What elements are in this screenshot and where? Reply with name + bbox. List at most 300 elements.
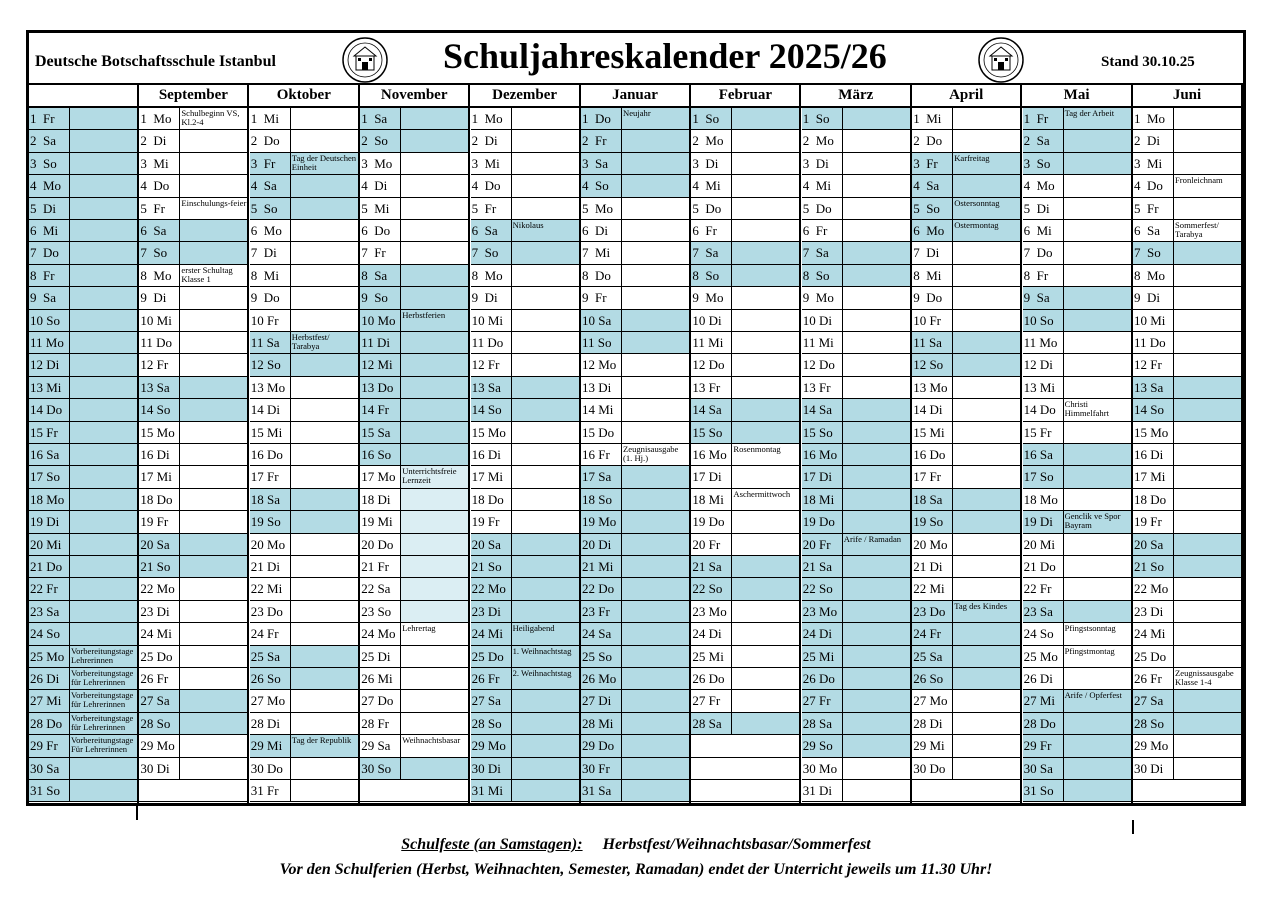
day-cell [581, 556, 689, 578]
event-note [621, 310, 689, 331]
day-cell [29, 601, 137, 623]
month-header: Juni [1133, 85, 1243, 106]
event-note [511, 332, 579, 353]
day-cell [581, 578, 689, 600]
day-cell [802, 758, 910, 780]
day-cell [1023, 310, 1131, 332]
day-cell [250, 758, 358, 780]
day-label: 11 Di [360, 332, 400, 353]
day-cell [471, 444, 579, 466]
month-header: März [802, 85, 912, 106]
day-cell [29, 444, 137, 466]
day-cell [802, 690, 910, 712]
event-note [621, 198, 689, 219]
day-cell [1133, 556, 1241, 578]
event-note [731, 556, 799, 577]
event-note [179, 310, 247, 331]
event-note [1173, 242, 1241, 263]
day-cell [139, 287, 247, 309]
event-note [952, 108, 1020, 129]
day-label: 19 Fr [471, 511, 511, 532]
day-cell [691, 332, 799, 354]
event-note: Rosenmontag [731, 444, 799, 465]
day-cell [29, 220, 137, 242]
day-cell [802, 646, 910, 668]
event-note [290, 422, 358, 443]
day-label: 13 Sa [139, 377, 179, 398]
event-note [400, 175, 468, 196]
day-label: 22 Mo [471, 578, 511, 599]
event-note [1173, 354, 1241, 375]
day-label: 31 Fr [250, 780, 290, 801]
day-label: 8 Do [581, 265, 621, 286]
day-label: 20 Mi [1023, 534, 1063, 555]
day-cell [691, 780, 799, 802]
day-cell [250, 713, 358, 735]
day-label: 30 Do [912, 758, 952, 779]
day-cell [581, 108, 689, 130]
day-label: 30 Sa [1023, 758, 1063, 779]
day-label: 23 Mo [802, 601, 842, 622]
event-note [731, 287, 799, 308]
day-cell [1133, 623, 1241, 645]
day-cell [250, 780, 358, 802]
event-note [290, 220, 358, 241]
day-cell [29, 399, 137, 421]
event-note [952, 556, 1020, 577]
day-label: 29 Fr [29, 735, 69, 756]
day-label: 4 So [581, 175, 621, 196]
day-label: 15 Fr [29, 422, 69, 443]
day-cell [691, 377, 799, 399]
event-note [179, 287, 247, 308]
day-cell [471, 153, 579, 175]
event-note [400, 534, 468, 555]
event-note [511, 399, 579, 420]
day-label: 15 So [691, 422, 731, 443]
day-label: 14 Do [29, 399, 69, 420]
day-label: 4 Do [139, 175, 179, 196]
day-label: 11 Do [471, 332, 511, 353]
day-cell [250, 601, 358, 623]
event-note [952, 690, 1020, 711]
day-cell [802, 130, 910, 152]
day-label: 1 Do [581, 108, 621, 129]
day-cell [912, 310, 1020, 332]
day-label: 12 Do [691, 354, 731, 375]
event-note: Sommerfest/ Tarabya [1173, 220, 1241, 241]
event-note [69, 108, 137, 129]
day-cell [360, 130, 468, 152]
day-label: 23 Di [139, 601, 179, 622]
event-note [731, 646, 799, 667]
day-cell [360, 377, 468, 399]
event-note [731, 310, 799, 331]
day-cell [912, 601, 1020, 623]
day-cell [250, 466, 358, 488]
day-label: 7 Sa [802, 242, 842, 263]
day-cell [912, 690, 1020, 712]
day-label: 20 Sa [1133, 534, 1173, 555]
day-cell [471, 713, 579, 735]
day-cell [1023, 153, 1131, 175]
event-note [1173, 735, 1241, 756]
day-label: 16 Do [912, 444, 952, 465]
day-cell [802, 534, 910, 556]
day-cell [581, 377, 689, 399]
day-cell [912, 444, 1020, 466]
day-cell [1023, 444, 1131, 466]
day-cell [912, 780, 1020, 802]
day-cell [581, 511, 689, 533]
day-cell [471, 422, 579, 444]
day-cell [139, 444, 247, 466]
day-cell [691, 444, 799, 466]
day-cell [139, 735, 247, 757]
day-label: 7 So [1133, 242, 1173, 263]
event-note [621, 511, 689, 532]
event-note [179, 623, 247, 644]
event-note [731, 354, 799, 375]
day-cell [360, 623, 468, 645]
event-note [731, 623, 799, 644]
day-label: 28 Mi [581, 713, 621, 734]
day-cell [250, 444, 358, 466]
day-cell [250, 287, 358, 309]
day-cell [29, 556, 137, 578]
event-note [400, 422, 468, 443]
day-label: 25 Do [139, 646, 179, 667]
day-label: 5 Di [29, 198, 69, 219]
day-cell [691, 690, 799, 712]
event-note [179, 332, 247, 353]
day-cell [912, 466, 1020, 488]
day-cell [1133, 511, 1241, 533]
day-label: 8 Mo [139, 265, 179, 286]
day-cell [802, 153, 910, 175]
divider-tick [136, 806, 138, 820]
day-label: 4 Di [360, 175, 400, 196]
event-note [952, 287, 1020, 308]
day-label: 9 Di [1133, 287, 1173, 308]
event-note [621, 399, 689, 420]
day-label: 8 Sa [360, 265, 400, 286]
event-note [842, 153, 910, 174]
event-note [621, 489, 689, 510]
day-label: 22 Mo [139, 578, 179, 599]
event-note [842, 444, 910, 465]
event-note [1173, 332, 1241, 353]
day-label: 12 Di [29, 354, 69, 375]
event-note [179, 690, 247, 711]
day-label: 24 Fr [250, 623, 290, 644]
event-note: Tag des Kindes [952, 601, 1020, 622]
day-cell [360, 713, 468, 735]
event-note [731, 175, 799, 196]
event-note [69, 780, 137, 801]
day-label: 8 Fr [29, 265, 69, 286]
day-label: 1 Mo [1133, 108, 1173, 129]
event-note [1173, 534, 1241, 555]
event-note [621, 220, 689, 241]
day-cell [250, 690, 358, 712]
event-note [1063, 556, 1131, 577]
day-cell [912, 422, 1020, 444]
day-label: 3 Di [802, 153, 842, 174]
day-cell [912, 175, 1020, 197]
day-label: 2 Mo [802, 130, 842, 151]
event-note: Vorbereitungstage Für Lehrerinnen [69, 735, 137, 756]
day-label: 30 Di [471, 758, 511, 779]
day-cell [802, 780, 910, 802]
event-note [69, 332, 137, 353]
day-cell [691, 287, 799, 309]
day-label: 4 Sa [250, 175, 290, 196]
day-cell [139, 265, 247, 287]
day-label: 22 So [802, 578, 842, 599]
day-label: 9 Fr [581, 287, 621, 308]
day-label: 29 Sa [360, 735, 400, 756]
event-note [179, 444, 247, 465]
event-note: 2. Weihnachtstag [511, 668, 579, 689]
day-label: 4 Do [471, 175, 511, 196]
event-note [179, 758, 247, 779]
day-cell [691, 130, 799, 152]
event-note: Ostersonntag [952, 198, 1020, 219]
day-cell [691, 556, 799, 578]
day-cell [802, 511, 910, 533]
day-cell [581, 422, 689, 444]
event-note [952, 466, 1020, 487]
event-note [1063, 601, 1131, 622]
day-cell [250, 377, 358, 399]
day-cell [250, 108, 358, 130]
day-cell [250, 399, 358, 421]
day-label: 17 Di [691, 466, 731, 487]
day-label: 29 Do [581, 735, 621, 756]
day-cell [802, 354, 910, 376]
day-cell [691, 466, 799, 488]
day-label: 12 Mo [581, 354, 621, 375]
day-label: 31 Sa [581, 780, 621, 801]
day-label: 3 So [29, 153, 69, 174]
day-label: 3 So [1023, 153, 1063, 174]
day-cell [581, 130, 689, 152]
event-note [511, 175, 579, 196]
day-label: 13 Fr [691, 377, 731, 398]
day-cell [29, 108, 137, 130]
event-note [842, 175, 910, 196]
day-label: 26 Mo [581, 668, 621, 689]
day-label: 5 Mi [360, 198, 400, 219]
day-cell [360, 668, 468, 690]
day-label: 31 Mi [471, 780, 511, 801]
day-cell [1023, 332, 1131, 354]
day-cell [691, 175, 799, 197]
day-cell [1023, 489, 1131, 511]
day-label: 18 So [581, 489, 621, 510]
event-note: Fronleichnam [1173, 175, 1241, 196]
day-cell [29, 377, 137, 399]
day-label: 1 Mo [471, 108, 511, 129]
day-cell [691, 511, 799, 533]
event-note [511, 780, 579, 801]
day-label: 21 Sa [802, 556, 842, 577]
day-cell [691, 265, 799, 287]
day-label: 13 Do [360, 377, 400, 398]
day-cell [1023, 735, 1131, 757]
day-label: 25 Sa [912, 646, 952, 667]
event-note [621, 623, 689, 644]
day-label: 30 Mo [802, 758, 842, 779]
day-label: 2 Do [250, 130, 290, 151]
day-label: 24 So [29, 623, 69, 644]
day-cell [912, 668, 1020, 690]
day-label: 20 Mo [250, 534, 290, 555]
day-label: 19 Do [802, 511, 842, 532]
day-label: 12 Fr [139, 354, 179, 375]
day-cell [581, 623, 689, 645]
event-note [511, 242, 579, 263]
day-cell [691, 153, 799, 175]
footer-school-events [0, 836, 1272, 854]
event-note [69, 175, 137, 196]
day-label: 20 Fr [691, 534, 731, 555]
day-label: 4 Do [1133, 175, 1173, 196]
event-note [400, 444, 468, 465]
day-label: 12 So [250, 354, 290, 375]
day-label: 7 So [139, 242, 179, 263]
day-label: 21 So [471, 556, 511, 577]
event-note [69, 377, 137, 398]
day-label: 19 Do [691, 511, 731, 532]
event-note [1063, 354, 1131, 375]
day-label: 17 Fr [250, 466, 290, 487]
day-cell [802, 556, 910, 578]
day-cell [1133, 354, 1241, 376]
event-note [69, 556, 137, 577]
day-cell [139, 377, 247, 399]
event-note [952, 130, 1020, 151]
day-cell [1023, 354, 1131, 376]
event-note [511, 377, 579, 398]
day-cell [471, 466, 579, 488]
event-note [1063, 422, 1131, 443]
day-label: 21 Sa [691, 556, 731, 577]
day-cell [581, 287, 689, 309]
day-label: 14 Sa [691, 399, 731, 420]
event-note [842, 690, 910, 711]
day-cell [912, 489, 1020, 511]
day-label: 1 Mo [139, 108, 179, 129]
event-note [511, 489, 579, 510]
event-note [400, 265, 468, 286]
day-cell [139, 422, 247, 444]
event-note [842, 242, 910, 263]
day-cell [471, 758, 579, 780]
day-label: 18 Mi [691, 489, 731, 510]
day-cell [691, 108, 799, 130]
event-note [400, 108, 468, 129]
day-label: 8 Mo [471, 265, 511, 286]
day-label: 20 Mo [912, 534, 952, 555]
event-note: Christi Himmelfahrt [1063, 399, 1131, 420]
event-note [290, 556, 358, 577]
day-cell [360, 242, 468, 264]
day-cell [802, 422, 910, 444]
day-label: 28 Sa [802, 713, 842, 734]
day-label: 17 Mi [139, 466, 179, 487]
day-label: 29 Mo [471, 735, 511, 756]
event-note [731, 422, 799, 443]
day-label: 11 Mi [691, 332, 731, 353]
day-cell [139, 578, 247, 600]
event-note [179, 578, 247, 599]
day-label: 10 Fr [912, 310, 952, 331]
day-label: 11 Mo [1023, 332, 1063, 353]
event-note [179, 601, 247, 622]
day-label: 14 So [471, 399, 511, 420]
event-note [1063, 534, 1131, 555]
day-cell [581, 265, 689, 287]
day-label: 23 Fr [581, 601, 621, 622]
day-label: 19 Di [29, 511, 69, 532]
day-cell [360, 758, 468, 780]
day-cell [360, 287, 468, 309]
event-note [511, 511, 579, 532]
event-note [179, 646, 247, 667]
day-label: 24 Sa [581, 623, 621, 644]
day-cell [691, 310, 799, 332]
day-cell [139, 153, 247, 175]
event-note [69, 153, 137, 174]
day-cell [139, 758, 247, 780]
day-cell [1023, 690, 1131, 712]
event-note [1063, 489, 1131, 510]
event-note [290, 601, 358, 622]
event-note [952, 511, 1020, 532]
event-note [952, 399, 1020, 420]
day-cell [29, 578, 137, 600]
event-note [290, 354, 358, 375]
event-note [179, 713, 247, 734]
day-label: 3 Fr [912, 153, 952, 174]
event-note [952, 534, 1020, 555]
day-cell [139, 780, 247, 802]
day-label: 21 Di [250, 556, 290, 577]
day-cell [360, 601, 468, 623]
day-label: 18 Sa [250, 489, 290, 510]
day-cell [29, 758, 137, 780]
event-note [1063, 578, 1131, 599]
day-cell [471, 735, 579, 757]
day-cell [802, 377, 910, 399]
day-label: 25 Mi [802, 646, 842, 667]
day-label: 11 Do [139, 332, 179, 353]
event-note [69, 130, 137, 151]
day-label: 12 Di [1023, 354, 1063, 375]
day-cell [691, 354, 799, 376]
event-note: Lehrertag [400, 623, 468, 644]
day-cell [1133, 690, 1241, 712]
day-cell [250, 735, 358, 757]
event-note [290, 265, 358, 286]
event-note [621, 690, 689, 711]
day-label: 11 Do [1133, 332, 1173, 353]
day-label: 13 Mo [912, 377, 952, 398]
event-note [290, 175, 358, 196]
day-label: 26 Di [1023, 668, 1063, 689]
